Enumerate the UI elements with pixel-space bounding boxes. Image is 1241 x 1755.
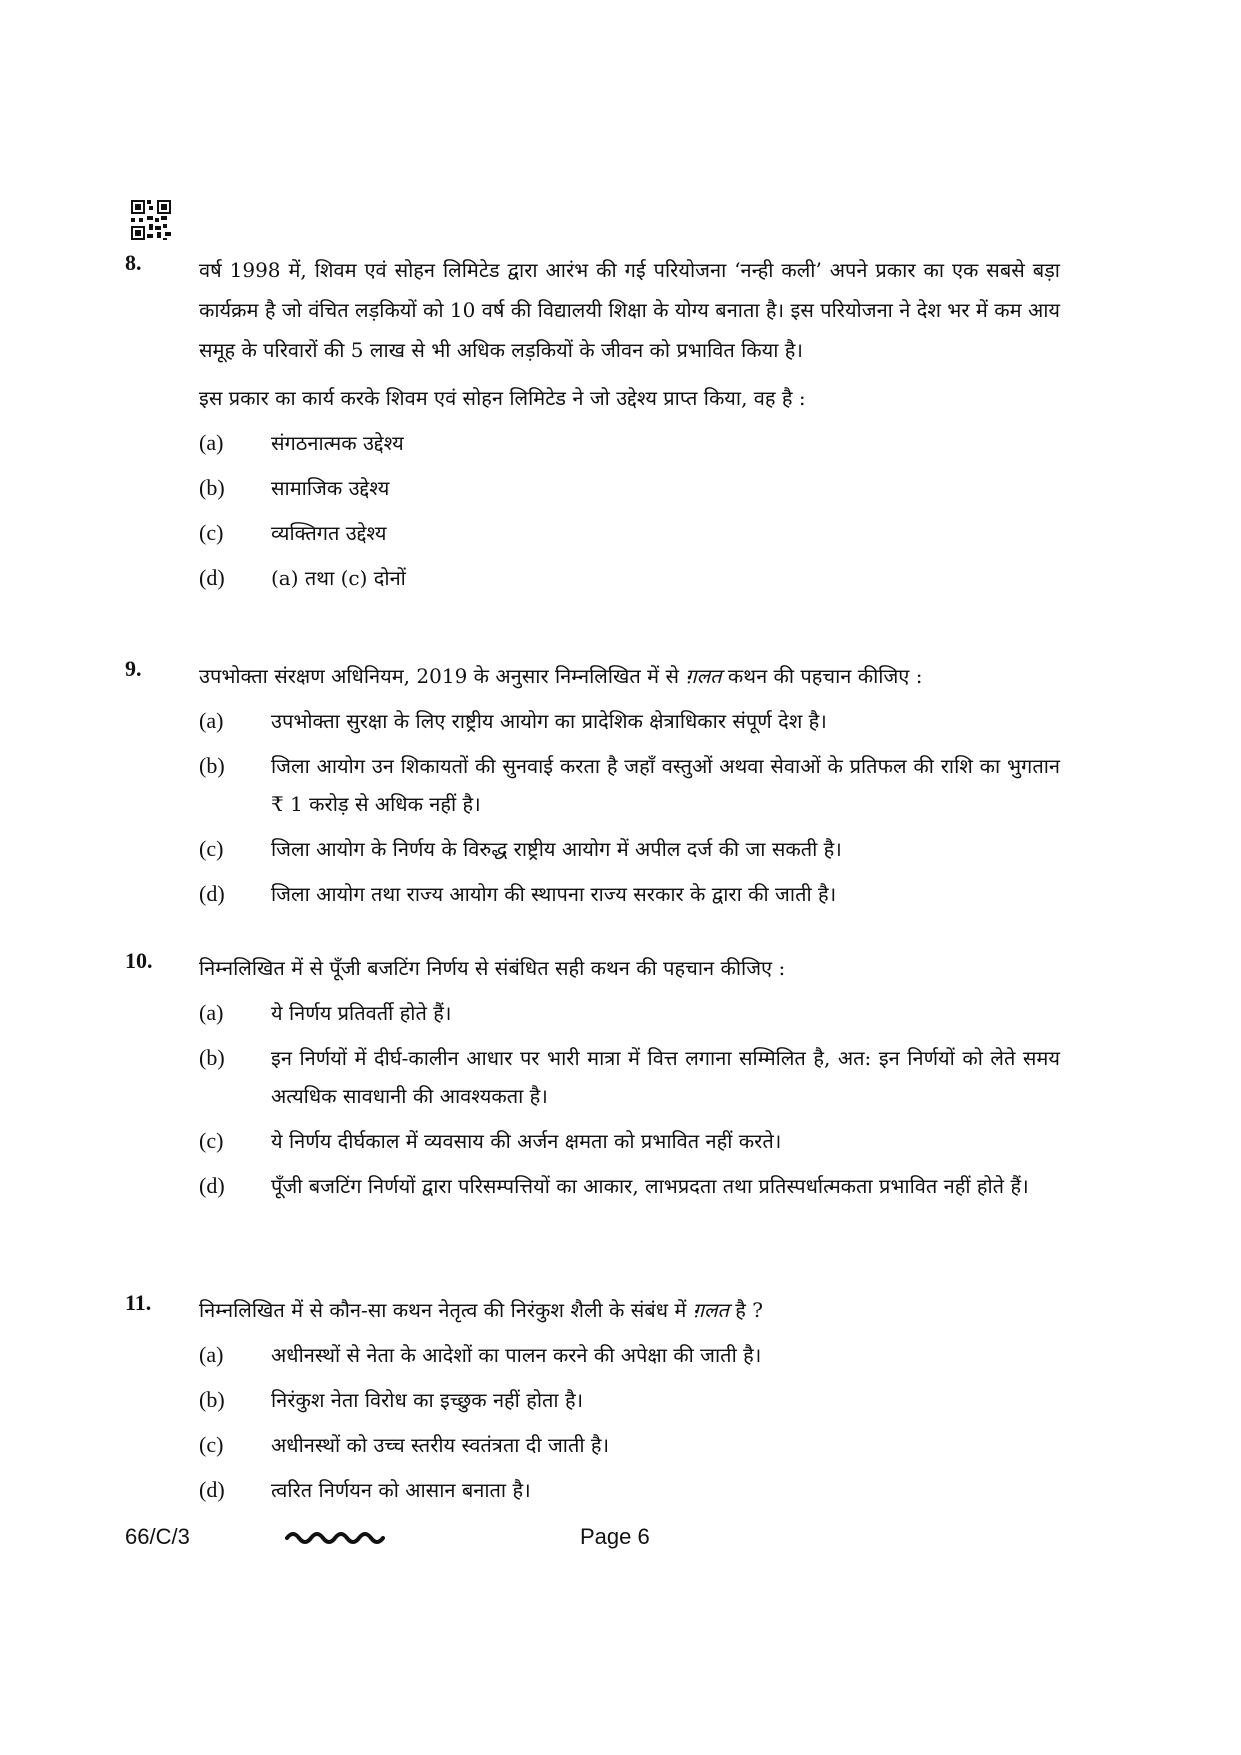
option-b <box>199 1381 1060 1419</box>
emphasis-text: ग़लत <box>692 1298 729 1322</box>
question-8 <box>125 250 1060 604</box>
option-c <box>199 514 1060 552</box>
option-text: पूँजी बजटिंग निर्णयों द्वारा परिसम्पत्तियों का आकार, लाभप्रदता तथा प्रतिस्पर्धात्मकता प्रभावित नहीं होते हैं। <box>271 1174 1029 1198</box>
option-text: अधीनस्थों से नेता के आदेशों का पालन करने की अपेक्षा की जाती है। <box>271 1343 762 1367</box>
option-c <box>199 1122 1060 1160</box>
option-text: ये निर्णय दीर्घकाल में व्यवसाय की अर्जन क्षमता को प्रभावित नहीं करते। <box>271 1129 782 1153</box>
option-label: (c) <box>199 1432 224 1457</box>
option-label: (b) <box>199 753 225 778</box>
question-text: वर्ष 1998 में, शिवम एवं सोहन लिमिटेड द्वारा आरंभ की गई परियोजना ‘नन्ही कली’ अपने प्रकार का एक सबसे बड़ा कार्यक्रम है जो वंचित लड़कियों को 10 वर्ष की विद्यालयी शिक्षा के योग्य बनाता है। इस परियोजना ने देश भर में कम आय समूह के परिवारों की 5 लाख से भी अधिक लड़कियों के जीवन को प्रभावित किया है। <box>199 258 1060 362</box>
option-text: उपभोक्ता सुरक्षा के लिए राष्ट्रीय आयोग का प्रादेशिक क्षेत्राधिकार संपूर्ण देश है। <box>271 709 827 733</box>
option-a <box>199 1336 1060 1374</box>
question-number: 10. <box>125 948 153 973</box>
option-c <box>199 1426 1060 1464</box>
option-text: जिला आयोग उन शिकायतों की सुनवाई करता है जहाँ वस्तुओं अथवा सेवाओं के प्रतिफल की राशि का भुगतान ₹ 1 करोड़ से अधिक नहीं है। <box>271 754 1060 816</box>
question-number: 9. <box>125 656 142 681</box>
option-d <box>199 559 1060 597</box>
tilde-ornament-icon <box>285 1525 385 1547</box>
qr-code-icon <box>131 200 171 240</box>
option-label: (d) <box>199 1173 225 1198</box>
option-label: (c) <box>199 520 224 545</box>
option-label: (a) <box>199 1342 224 1367</box>
option-b <box>199 469 1060 507</box>
option-text: सामाजिक उद्देश्य <box>271 476 390 500</box>
option-label: (d) <box>199 565 225 590</box>
emphasis-text: ग़लत <box>685 664 722 688</box>
question-9 <box>125 656 1060 920</box>
question-10 <box>125 948 1060 1212</box>
option-label: (a) <box>199 430 224 455</box>
option-label: (b) <box>199 475 225 500</box>
option-d <box>199 1167 1060 1205</box>
question-11 <box>125 1290 1060 1516</box>
option-a <box>199 424 1060 462</box>
option-label: (b) <box>199 1387 225 1412</box>
question-text: निम्नलिखित में से पूँजी बजटिंग निर्णय से संबंधित सही कथन की पहचान कीजिए : <box>199 956 786 980</box>
option-a <box>199 702 1060 740</box>
option-text: जिला आयोग तथा राज्य आयोग की स्थापना राज्य सरकार के द्वारा की जाती है। <box>271 882 837 906</box>
question-text: निम्नलिखित में से कौन-सा कथन नेतृत्व की निरंकुश शैली के संबंध में ग़लत है ? <box>199 1298 763 1322</box>
question-text: उपभोक्ता संरक्षण अधिनियम, 2019 के अनुसार निम्नलिखित में से ग़लत कथन की पहचान कीजिए : <box>199 664 923 688</box>
option-label: (c) <box>199 1128 224 1153</box>
option-d <box>199 1471 1060 1509</box>
option-text: जिला आयोग के निर्णय के विरुद्ध राष्ट्रीय आयोग में अपील दर्ज की जा सकती है। <box>271 837 842 861</box>
option-label: (d) <box>199 1477 225 1502</box>
question-number: 8. <box>125 250 142 275</box>
option-b <box>199 1039 1060 1115</box>
option-text: त्वरित निर्णयन को आसान बनाता है। <box>271 1478 531 1502</box>
question-number: 11. <box>125 1290 152 1315</box>
option-text: ये निर्णय प्रतिवर्ती होते हैं। <box>271 1001 452 1025</box>
options-list <box>199 424 1060 597</box>
option-text: संगठनात्मक उद्देश्य <box>271 431 404 455</box>
option-label: (b) <box>199 1045 225 1070</box>
option-text: व्यक्तिगत उद्देश्य <box>271 521 387 545</box>
options-list <box>199 702 1060 913</box>
question-prompt: इस प्रकार का कार्य करके शिवम एवं सोहन लिमिटेड ने जो उद्देश्य प्राप्त किया, वह है : <box>199 386 806 410</box>
option-text: निरंकुश नेता विरोध का इच्छुक नहीं होता है। <box>271 1388 584 1412</box>
paper-code: 66/C/3 <box>125 1524 190 1549</box>
option-label: (d) <box>199 881 225 906</box>
option-c <box>199 830 1060 868</box>
option-label: (c) <box>199 836 224 861</box>
option-text: (a) तथा (c) दोनों <box>271 566 406 590</box>
option-b <box>199 747 1060 823</box>
page-number: Page 6 <box>580 1524 650 1549</box>
option-label: (a) <box>199 1000 224 1025</box>
option-a <box>199 994 1060 1032</box>
option-text: इन निर्णयों में दीर्घ-कालीन आधार पर भारी मात्रा में वित्त लगाना सम्मिलित है, अत: इन निर्णयों को लेते समय अत्यधिक सावधानी की आवश्यकता है। <box>271 1046 1060 1108</box>
option-d <box>199 875 1060 913</box>
options-list <box>199 1336 1060 1509</box>
option-label: (a) <box>199 708 224 733</box>
options-list <box>199 994 1060 1205</box>
option-text: अधीनस्थों को उच्च स्तरीय स्वतंत्रता दी जाती है। <box>271 1433 610 1457</box>
